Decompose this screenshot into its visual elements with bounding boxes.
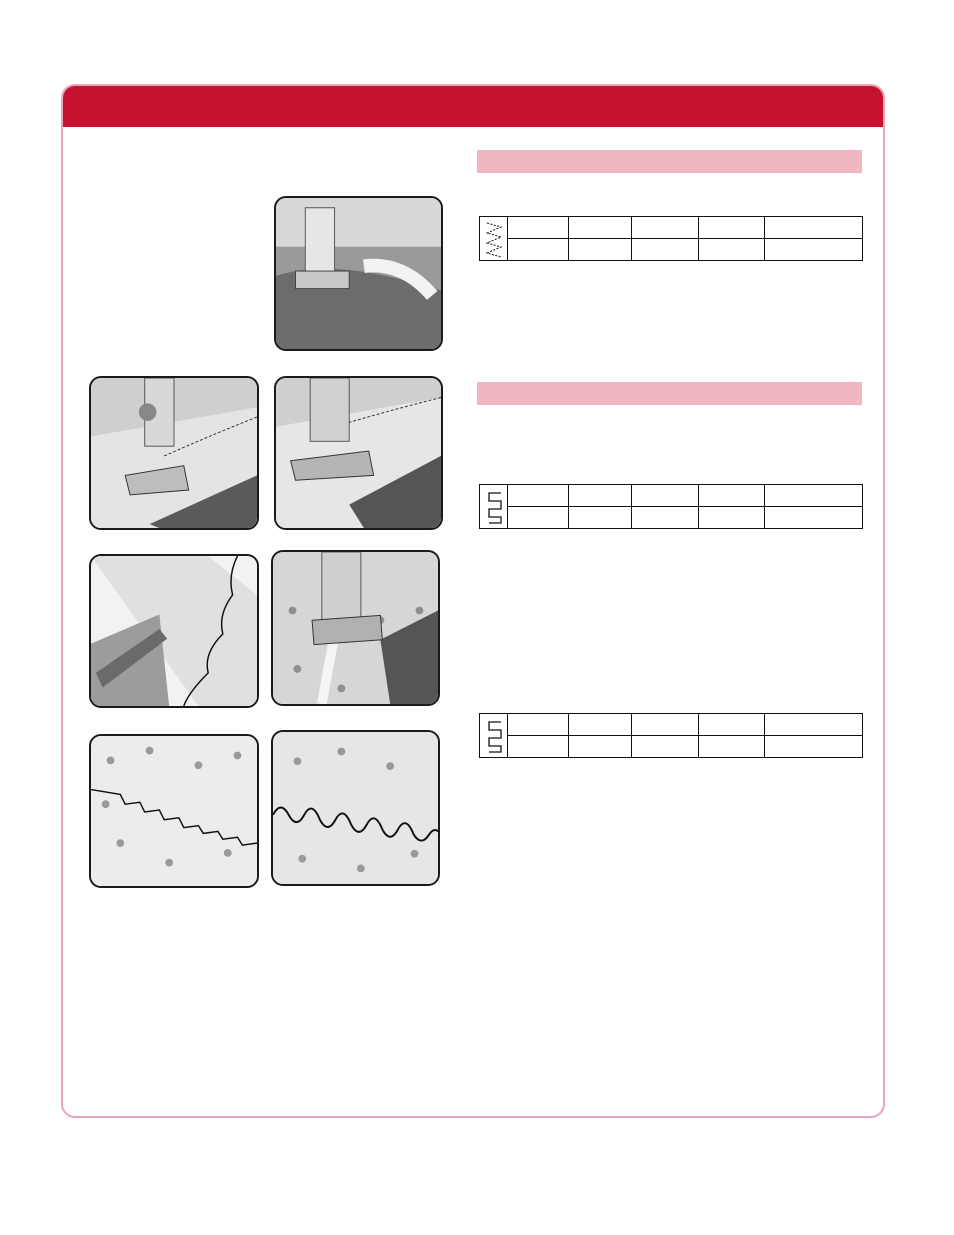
table-cell xyxy=(508,507,569,529)
table-cell xyxy=(508,485,569,507)
zigzag-stitch-icon xyxy=(480,714,508,758)
table-cell xyxy=(632,217,699,239)
overcast-stitch-icon xyxy=(480,217,508,261)
table-cell xyxy=(632,239,699,261)
presser-foot-needle-plate-photo xyxy=(274,376,443,530)
table-cell xyxy=(699,239,765,261)
gathered-floral-fabric-photo xyxy=(89,734,259,888)
shirred-floral-fabric-photo xyxy=(271,730,440,886)
section-bar-2 xyxy=(477,382,862,405)
table-cell xyxy=(508,217,569,239)
table-cell xyxy=(632,485,699,507)
table-cell xyxy=(569,507,632,529)
table-cell xyxy=(632,736,699,758)
presser-foot-seam-photo xyxy=(89,376,259,530)
table-cell xyxy=(765,485,863,507)
table-cell xyxy=(569,217,632,239)
presser-foot-fabric-photo xyxy=(274,196,443,351)
settings-table-3 xyxy=(479,713,863,758)
table-cell xyxy=(508,714,569,736)
settings-table-1 xyxy=(479,216,863,261)
section-bar-1 xyxy=(477,150,862,173)
settings-table-2 xyxy=(479,484,863,529)
table-cell xyxy=(508,736,569,758)
table-cell xyxy=(569,736,632,758)
table-cell xyxy=(569,485,632,507)
table-cell xyxy=(699,217,765,239)
table-cell xyxy=(765,507,863,529)
zigzag-stitch-icon xyxy=(480,485,508,529)
table-cell xyxy=(765,239,863,261)
table-cell xyxy=(569,239,632,261)
table-cell xyxy=(632,507,699,529)
table-cell xyxy=(765,736,863,758)
floral-fabric-elastic-photo xyxy=(271,550,440,706)
table-cell xyxy=(765,217,863,239)
table-cell xyxy=(632,714,699,736)
table-cell xyxy=(699,736,765,758)
table-cell xyxy=(699,507,765,529)
table-cell xyxy=(765,714,863,736)
table-cell xyxy=(699,485,765,507)
table-cell xyxy=(508,239,569,261)
table-cell xyxy=(569,714,632,736)
header-band xyxy=(63,86,883,127)
table-cell xyxy=(699,714,765,736)
fabric-edge-fold-photo xyxy=(89,554,259,708)
